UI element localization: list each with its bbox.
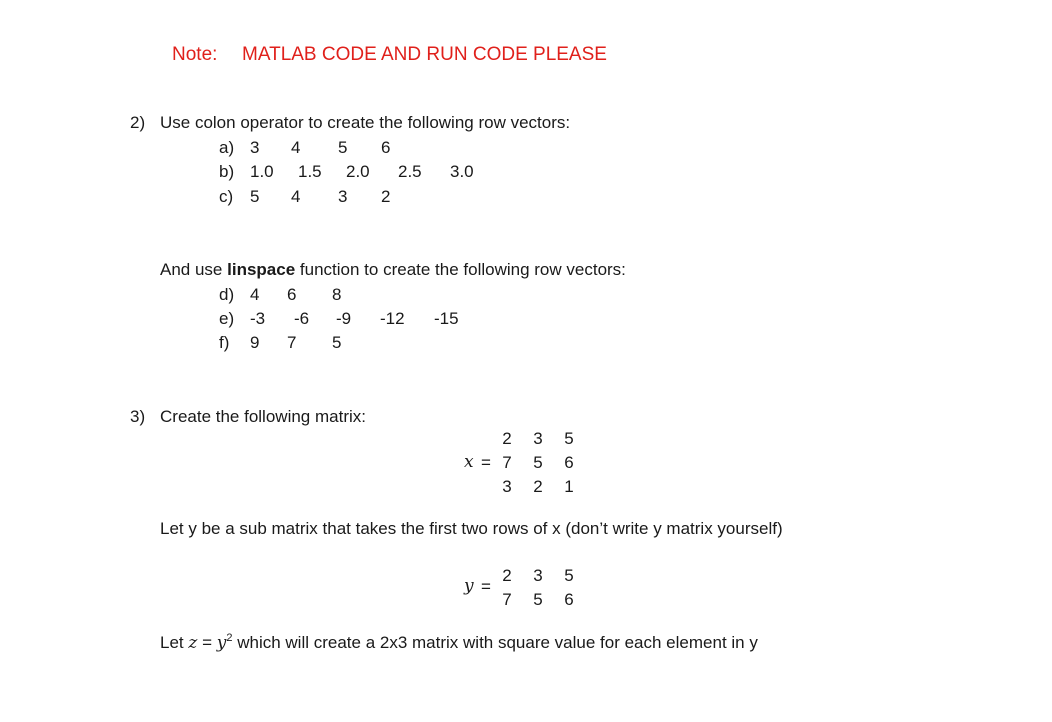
y-matrix-cell: 5: [533, 590, 543, 609]
y-matrix-cell: 6: [564, 590, 574, 609]
submatrix-text: Let y be a sub matrix that takes the first two rows of x (don’t write y matrix yourself): [160, 519, 783, 538]
q2-item-b-value: 2.5: [398, 162, 422, 181]
y-variable: y: [464, 576, 474, 596]
q2-item-f-value: 7: [287, 333, 297, 352]
q2-prompt: Use colon operator to create the following row vectors:: [160, 113, 571, 132]
q2-item-b-value: 1.0: [250, 162, 274, 181]
q2-item-d-value: 4: [250, 285, 260, 304]
q2-item-c-label: c): [219, 187, 234, 206]
z-definition: [160, 634, 758, 652]
y-matrix-cell: 7: [502, 590, 512, 609]
note-label: Note:: [172, 44, 218, 65]
q2-item-e-label: e): [219, 309, 235, 328]
q2-item-e-value: -3: [250, 309, 266, 328]
q3-number: 3): [130, 407, 146, 426]
z-before: Let: [160, 633, 184, 652]
q2-item-b-value: 2.0: [346, 162, 370, 181]
q2-item-a-value: 5: [338, 138, 348, 157]
x-matrix-cell: 1: [564, 477, 574, 496]
q2-item-e-value: -15: [434, 309, 459, 328]
x-matrix-cell: 5: [533, 453, 543, 472]
z-equals: =: [202, 633, 213, 652]
x-variable: x: [464, 452, 474, 472]
q2-item-c-value: 3: [338, 187, 348, 206]
q2-item-a-label: a): [219, 138, 235, 157]
q2-item-e-value: -12: [380, 309, 405, 328]
q2-item-f-value: 5: [332, 333, 342, 352]
q2-item-c-value: 5: [250, 187, 260, 206]
x-matrix-cell: 6: [564, 453, 574, 472]
q2-item-b-value: 3.0: [450, 162, 474, 181]
q2-item-a-value: 4: [291, 138, 301, 157]
q2-item-a-value: 6: [381, 138, 391, 157]
x-matrix-cell: 2: [502, 429, 512, 448]
q2-item-b-value: 1.5: [298, 162, 322, 181]
x-matrix-cell: 3: [533, 429, 543, 448]
y-matrix-cell: 5: [564, 566, 574, 585]
y-matrix-cell: 3: [533, 566, 543, 585]
q2-item-c-value: 2: [381, 187, 391, 206]
q2-item-a-value: 3: [250, 138, 260, 157]
y-matrix-cell: 2: [502, 566, 512, 585]
linspace-prompt-before: And use: [160, 260, 223, 279]
note-text: MATLAB CODE AND RUN CODE PLEASE: [242, 44, 607, 65]
q2-item-b-label: b): [219, 162, 235, 181]
x-matrix-cell: 2: [533, 477, 543, 496]
x-matrix-cell: 7: [502, 453, 512, 472]
q3-prompt: Create the following matrix:: [160, 407, 366, 426]
q2-item-d-value: 8: [332, 285, 342, 304]
x-matrix-cell: 5: [564, 429, 574, 448]
q2-item-d-value: 6: [287, 285, 297, 304]
q2-number: 2): [130, 113, 146, 132]
linspace-prompt-after: function to create the following row vectors:: [299, 260, 626, 279]
z-exponent: 2: [226, 632, 233, 644]
z-base: y: [216, 633, 227, 653]
q2-item-f-value: 9: [250, 333, 260, 352]
linspace-prompt: [160, 261, 626, 278]
q2-item-d-label: d): [219, 285, 235, 304]
q2-item-e-value: -9: [336, 309, 352, 328]
x-matrix-cell: 3: [502, 477, 512, 496]
z-after: which will create a 2x3 matrix with square value for each element in y: [237, 633, 758, 652]
q2-item-c-value: 4: [291, 187, 301, 206]
x-equals: =: [481, 453, 491, 472]
z-variable: z: [188, 633, 198, 653]
q2-item-f-label: f): [219, 333, 230, 352]
q2-item-e-value: -6: [294, 309, 310, 328]
linspace-keyword: linspace: [227, 260, 296, 279]
y-equals: =: [481, 577, 491, 596]
